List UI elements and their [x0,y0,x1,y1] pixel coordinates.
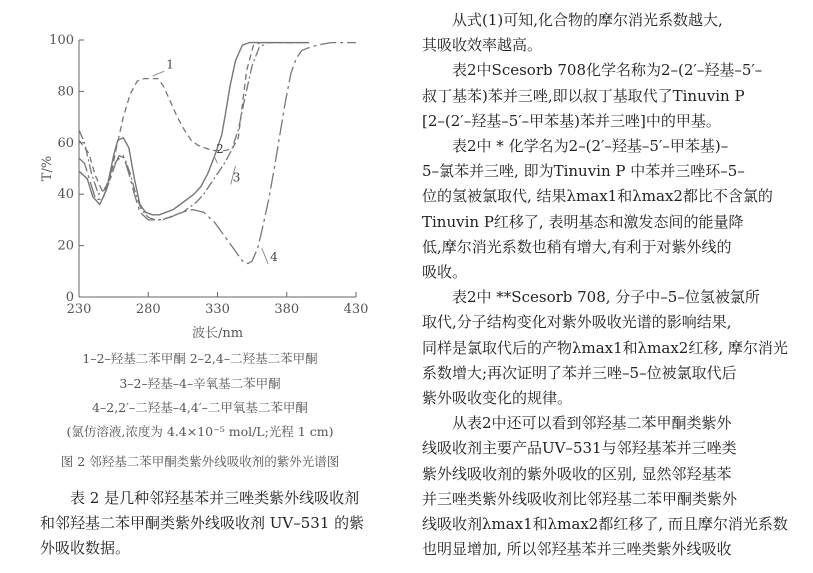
text-line: 低,摩尔消光系数也稍有增大,有利于对紫外线的 [422,237,732,256]
y-tick-label: 100 [49,33,74,48]
text-line: 表 2 是几种邻羟基苯并三唑类紫外线吸收剂 [70,489,360,507]
y-tick-label: 0 [65,290,74,305]
text-line: Tinuvin P红移了, 表明基态和激发态间的能量降 [422,212,744,231]
text-line: 线吸收剂主要产品UV–531与邻羟基苯并三唑类 [422,439,737,458]
text-line: 紫外吸收变化的规律。 [422,389,573,408]
legend-line-2: 3–2–羟基–4–辛氧基二苯甲酮 [119,376,281,391]
x-tick-label: 230 [66,302,92,317]
legend-line-3: 4–2,2′–二羟基–4,4′–二甲氧基二苯甲酮 [92,400,308,415]
text-line: 和邻羟基二苯甲酮类紫外线吸收剂 UV–531 的紫 [40,514,365,533]
text-line: 紫外线吸收剂的紫外吸收的区别, 显然邻羟基苯 [422,464,732,483]
text-line: 并三唑类紫外线吸收剂比邻羟基二苯甲酮类紫外 [422,489,738,508]
annotation-leader [152,71,164,76]
text-line: 线吸收剂λmax1和λmax2都红移了, 而且摩尔消光系数 [422,515,788,534]
text-line: 从式(1)可知,化合物的摩尔消光系数越大, [452,11,723,29]
y-tick-label: 80 [57,84,74,100]
x-tick-label: 280 [135,302,161,317]
legend-line-4: (氯仿溶液,浓度为 4.4×10⁻⁵ mol/L;光程 1 cm) [66,424,334,439]
x-tick-label: 380 [274,302,300,317]
y-axis-label: T/% [40,155,55,182]
text-line: 表2中 * 化学名为2–(2′–羟基–5′–甲苯基)– [452,137,729,156]
x-axis-label: 波长/nm [191,326,244,341]
text-line: 系数增大;再次证明了苯并三唑–5–位被氯取代后 [422,363,737,382]
text-line: 吸收。 [422,263,468,282]
y-tick-label: 60 [57,135,74,151]
series-line-2 [79,43,309,215]
text-line: 外吸收数据。 [40,539,131,558]
text-line: 其吸收效率越高。 [422,36,543,55]
text-line: 表2中Scesorb 708化学名称为2–(2′–羟基–5′– [452,61,763,80]
text-line: 从表2中还可以看到邻羟基二苯甲酮类紫外 [452,414,732,433]
text-line: 也明显增加, 所以邻羟基苯并三唑类紫外线吸收 [422,540,732,559]
curve-annotation: 3 [232,170,241,185]
text-line: 同样是氯取代后的产物λmax1和λmax2红移, 摩尔消光 [422,338,788,357]
x-tick-label: 330 [205,302,230,317]
left-paragraph [40,486,400,562]
text-line: 取代,分子结构变化对紫外吸收光谱的影响结果, [422,313,732,332]
text-line: 叔丁基苯)苯并三唑,即以叔丁基取代了Tinuvin P [422,86,745,105]
text-line: 位的氢被氯取代, 结果λmax1和λmax2都比不含氯的 [422,187,773,206]
y-tick-label: 20 [57,238,74,254]
annotation-leader [262,248,268,264]
legend-line-1: 1–2–羟基二苯甲酮 2–2,4–二羟基二苯甲酮 [82,351,318,366]
annotation-leader [214,156,217,163]
x-tick-label: 430 [343,302,369,317]
curve-annotation: 1 [166,57,174,72]
text-line: [2–(2′–羟基–5′–甲苯基)苯并三唑]中的甲基。 [422,111,721,130]
right-column [422,8,802,562]
figure-caption: 图 2 邻羟基二苯甲酮类紫外线吸收剂的紫外光谱图 [60,454,340,469]
uv-spectrum-chart [0,0,400,350]
text-line: 表2中 **Scesorb 708, 分子中–5–位氢被氯所 [452,288,760,307]
text-line: 5–氯苯并三唑, 即为Tinuvin P 中苯并三唑环–5– [422,162,745,181]
uv-spectrum-figure [0,0,400,475]
curve-annotation: 4 [270,250,278,265]
curve-annotation: 2 [216,142,224,157]
y-tick-label: 40 [57,187,74,203]
